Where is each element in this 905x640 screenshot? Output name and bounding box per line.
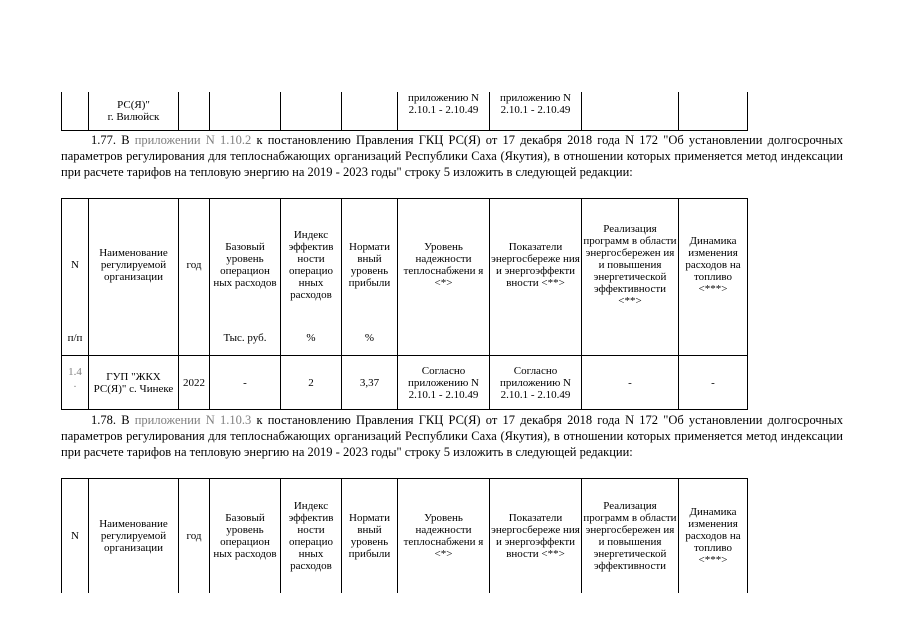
header-index: Индекс эффектив ности операцио нных расходов [281, 199, 342, 332]
row-norm: 3,37 [342, 356, 398, 410]
paragraph-1-77-text: к постановлению Правления ГКЦ РС(Я) от 17 декабря 2018 года N 172 "Об установлении долгосрочных параметров регулирования для теплоснабжающих организаций Республики Саха (Якутия), в отношении которых применяется метод индексации при расчете тарифов на тепловую энергию на 2019 - 2023 годы" строку 5 изложить в следующей редакции: [61, 133, 843, 179]
row-name: ГУП "ЖКХ РС(Я)" с. Чинеке [89, 356, 179, 410]
row-programs: - [582, 356, 679, 410]
unit-base: Тыс. руб. [210, 332, 281, 356]
paragraph-1-78-ref[interactable]: приложении N 1.10.3 [134, 413, 252, 427]
header-index: Индекс эффектив ности операцио нных расходов [281, 479, 342, 593]
top-cell-year [179, 92, 210, 130]
header-base: Базовый уровень операцион ных расходов [210, 479, 281, 593]
unit-norm: % [342, 332, 398, 356]
table-1-77-header-row [62, 199, 748, 332]
row-n-value: 1.4 [68, 366, 82, 378]
unit-year [179, 332, 210, 356]
header-name: Наименование регулируемой организации [89, 199, 179, 332]
header-name: Наименование регулируемой организации [89, 479, 179, 593]
table-1-78 [61, 478, 748, 593]
top-cell-base [210, 92, 281, 130]
unit-reliability [398, 332, 490, 356]
table-1-78-header-row [62, 479, 748, 593]
top-cell-reliability: приложению N 2.10.1 - 2.10.49 [398, 92, 490, 130]
unit-energy [490, 332, 582, 356]
paragraph-1-78-text: к постановлению Правления ГКЦ РС(Я) от 17 декабря 2018 года N 172 "Об установлении долгосрочных параметров регулирования для теплоснабжающих организаций Республики Саха (Якутия), в отношении которых применяется метод индексации при расчете тарифов на тепловую энергию на 2019 - 2023 годы" строку 5 изложить в следующей редакции: [61, 413, 843, 459]
header-base: Базовый уровень операцион ных расходов [210, 199, 281, 332]
table-row [62, 356, 748, 410]
unit-n: п/п [62, 332, 89, 356]
header-reliability: Уровень надежности теплоснабжени я <*> [398, 479, 490, 593]
table-1-77 [61, 198, 748, 410]
top-cell-n [62, 92, 89, 130]
row-base: - [210, 356, 281, 410]
header-energy: Показатели энергосбереже ния и энергоэффекти вности <**> [490, 479, 582, 593]
row-index: 2 [281, 356, 342, 410]
header-n: N [62, 199, 89, 332]
header-year: год [179, 479, 210, 593]
top-cell-energy: приложению N 2.10.1 - 2.10.49 [490, 92, 582, 130]
paragraph-1-77-prefix: 1.77. В [91, 133, 135, 147]
top-cell-name: РС(Я)" г. Вилюйск [89, 92, 179, 130]
header-n: N [62, 479, 89, 593]
paragraph-1-78 [61, 412, 843, 460]
unit-dynamics [679, 332, 748, 356]
top-cell-programs [582, 92, 679, 130]
paragraph-1-78-prefix: 1.78. В [91, 413, 135, 427]
header-dynamics: Динамика изменения расходов на топливо <***> [679, 479, 748, 593]
row-n-suffix: . [73, 378, 77, 390]
paragraph-1-77 [61, 132, 843, 180]
header-reliability: Уровень надежности теплоснабжени я <*> [398, 199, 490, 332]
paragraph-1-77-ref[interactable]: приложении N 1.10.2 [134, 133, 252, 147]
header-programs: Реализация программ в области энергосбережен ия и повышения энергетической эффективности <**> [582, 199, 679, 332]
unit-programs [582, 332, 679, 356]
top-table-fragment [61, 92, 748, 131]
top-cell-norm [342, 92, 398, 130]
top-cell-index [281, 92, 342, 130]
header-year: год [179, 199, 210, 332]
header-norm: Нормати вный уровень прибыли [342, 199, 398, 332]
table-1-77-units-row [62, 332, 748, 356]
header-norm: Нормати вный уровень прибыли [342, 479, 398, 593]
unit-index: % [281, 332, 342, 356]
header-programs: Реализация программ в области энергосбережен ия и повышения энергетической эффективности [582, 479, 679, 593]
top-cell-dynamics [679, 92, 748, 130]
header-energy: Показатели энергосбереже ния и энергоэффекти вности <**> [490, 199, 582, 332]
header-dynamics: Динамика изменения расходов на топливо <***> [679, 199, 748, 332]
unit-name [89, 332, 179, 356]
row-year: 2022 [179, 356, 210, 410]
row-energy: Согласно приложению N 2.10.1 - 2.10.49 [490, 356, 582, 410]
row-n [62, 356, 89, 410]
row-reliability: Согласно приложению N 2.10.1 - 2.10.49 [398, 356, 490, 410]
row-dynamics: - [679, 356, 748, 410]
